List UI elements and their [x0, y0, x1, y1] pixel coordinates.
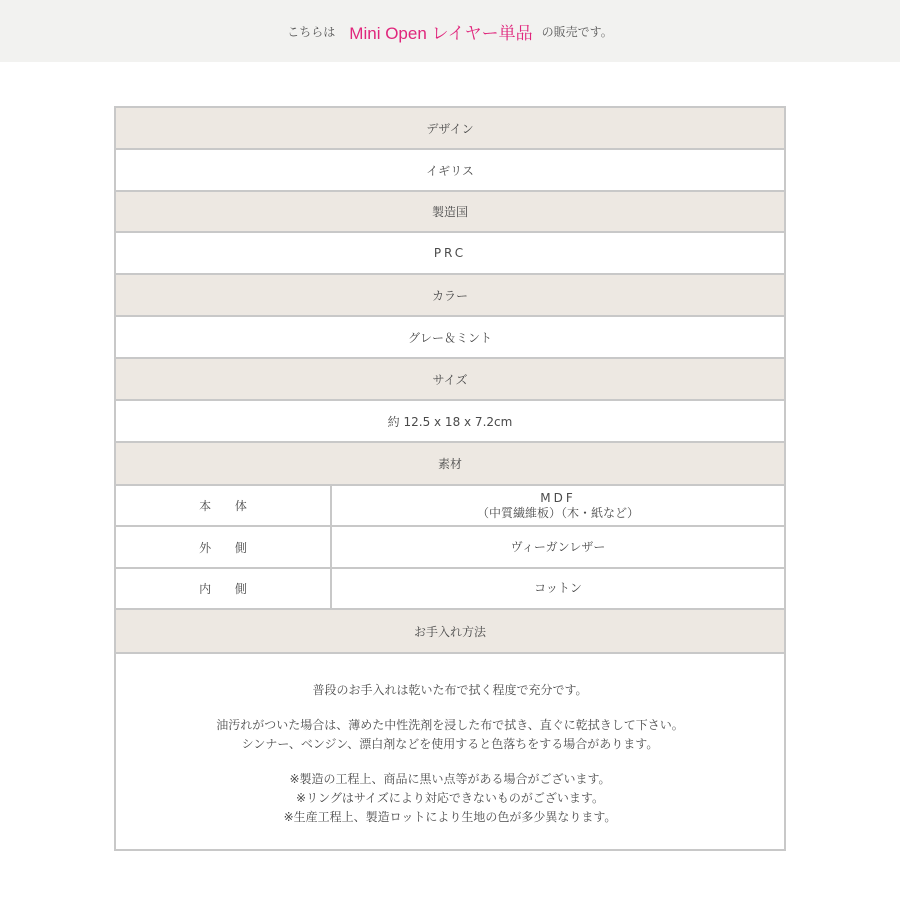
care-note: ※製造の工程上、商品に黒い点等がある場合がございます。: [289, 771, 611, 786]
care-text: 油汚れがついた場合は、薄めた中性洗剤を浸した布で拭き、直ぐに乾拭きして下さい。: [216, 717, 684, 732]
design-label: デザイン: [426, 121, 474, 136]
care-text: 普段のお手入れは乾いた布で拭く程度で充分です。: [312, 682, 588, 697]
material-value: コットン: [534, 581, 582, 595]
design-row: [116, 150, 784, 192]
banner: [0, 0, 900, 62]
spec-table: [114, 106, 786, 851]
material-part: 内 側: [116, 569, 332, 608]
color-value: グレー＆ミント: [407, 330, 492, 345]
size-value: 約 12.5 x 18 x 7.2cm: [387, 414, 513, 429]
origin-label: 製造国: [431, 205, 468, 219]
design-value: イギリス: [426, 163, 474, 178]
material-value: MDF: [540, 490, 576, 505]
origin-row: [116, 233, 784, 275]
material-header: [116, 443, 784, 486]
size-header: [116, 359, 784, 401]
color-row: [116, 317, 784, 359]
color-header: [116, 275, 784, 317]
origin-value: PRC: [433, 246, 467, 260]
material-value-note: （中質繊維板）（木・紙など）: [476, 505, 639, 520]
care-note: ※生産工程上、製造ロットにより生地の色が多少異なります。: [283, 809, 617, 824]
material-row-inner: [116, 569, 784, 610]
care-label: お手入れ方法: [413, 624, 486, 639]
material-part: 外 側: [116, 527, 332, 567]
care-body: [116, 654, 784, 849]
material-row-outer: [116, 527, 784, 569]
size-label: サイズ: [432, 372, 468, 387]
material-row-body: [116, 486, 784, 527]
care-text: シンナー、ベンジン、漂白剤などを使用すると色落ちをする場合があります。: [241, 736, 659, 751]
material-part: 本 体: [116, 486, 332, 525]
origin-header: [116, 192, 784, 233]
care-note: ※リングはサイズにより対応できないものがございます。: [296, 790, 604, 805]
material-label: 素材: [437, 457, 462, 471]
banner-highlight: Mini Open レイヤー単品: [349, 23, 533, 43]
color-label: カラー: [431, 288, 468, 303]
care-header: [116, 610, 784, 654]
banner-prefix: こちらは: [287, 24, 336, 39]
banner-suffix: の販売です。: [541, 24, 613, 39]
material-value: ヴィーガンレザー: [510, 539, 606, 554]
design-header: [116, 108, 784, 150]
size-row: [116, 401, 784, 443]
